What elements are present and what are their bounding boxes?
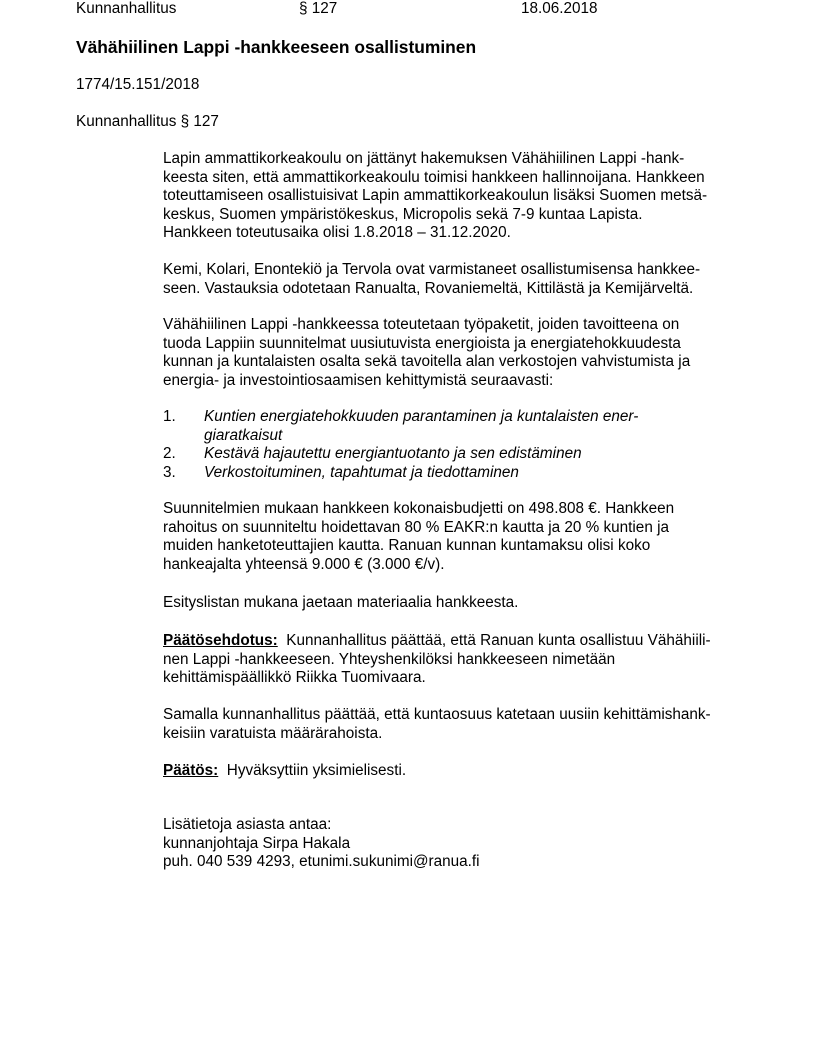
- reference-number: 1774/15.151/2018: [76, 76, 200, 93]
- list-number: 3.: [163, 463, 176, 481]
- work-packages-list: [163, 408, 763, 482]
- text-line: muiden hanketoteuttajien kautta. Ranuan kunnan kuntamaksu olisi koko: [163, 537, 651, 555]
- list-item: [163, 445, 763, 464]
- text-line: nen Lappi -hankkeeseen. Yhteyshenkilöksi hankkeeseen nimetään: [163, 650, 616, 668]
- text-line: Lapin ammattikorkeakoulu on jättänyt hakemuksen Vähähiilinen Lappi -hank-: [163, 150, 685, 167]
- list-number: 1.: [163, 408, 176, 425]
- text-line: Kemi, Kolari, Enontekiö ja Tervola ovat varmistaneet osallistumisensa hankkee-: [163, 261, 701, 278]
- text-line: keskus, Suomen ympäristökeskus, Micropolis sekä 7-9 kuntaa Lapista.: [163, 205, 643, 223]
- text-line: Samalla kunnanhallitus päättää, että kuntaosuus katetaan uusiin kehittämishank-: [163, 706, 711, 723]
- document-title: Vähähiilinen Lappi -hankkeeseen osallistuminen: [76, 37, 477, 57]
- list-item: [163, 464, 763, 483]
- text-line: rahoitus on suunniteltu hoidettavan 80 % EAKR:n kautta ja 20 % kuntien ja: [163, 518, 669, 536]
- text-line: Lisätietoja asiasta antaa:: [163, 816, 332, 833]
- text-line: kehittämispäällikkö Riikka Tuomivaara.: [163, 669, 426, 687]
- text-line: Esityslistan mukana jaetaan materiaalia hankkeesta.: [163, 594, 519, 611]
- text-line: keisiin varatuista määrärahoista.: [163, 724, 383, 742]
- header-section-number: § 127: [299, 0, 338, 17]
- text-line: Verkostoituminen, tapahtumat ja tiedottaminen: [204, 463, 519, 481]
- list-text: [204, 445, 582, 464]
- section-heading: Kunnanhallitus § 127: [76, 113, 219, 130]
- list-item: [163, 408, 763, 445]
- text-line: kunnanjohtaja Sirpa Hakala: [163, 834, 351, 852]
- header-date: 18.06.2018: [521, 0, 598, 17]
- list-number: 2.: [163, 445, 176, 463]
- text-line: energia- ja investointiosaamisen kehittymistä seuraavasti:: [163, 371, 554, 389]
- text-line: giaratkaisut: [204, 426, 283, 444]
- decision: [163, 762, 763, 781]
- text-line: kunnan ja kuntalaisten osalta sekä tavoitella alan verkostojen vahvistumista ja: [163, 353, 691, 371]
- proposal-text: Kunnanhallitus päättää, että Ranuan kunta osallistuu Vähähiili-: [286, 632, 711, 649]
- decision-label: Päätös:: [163, 762, 219, 779]
- text-line: toteuttamiseen osallistuisivat Lapin ammattikorkeakoulun lisäksi Suomen metsä-: [163, 187, 708, 205]
- text-line: [163, 632, 763, 651]
- decision-proposal: [163, 632, 763, 688]
- text-line: [163, 762, 763, 781]
- paragraph-participants: [163, 261, 763, 298]
- text-line: tuoda Lappiin suunnitelmat uusiutuvista energioista ja energiatehokkuudesta: [163, 334, 681, 352]
- text-line: Kestävä hajautettu energiantuotanto ja sen edistäminen: [204, 445, 582, 463]
- text-line: Kuntien energiatehokkuuden parantaminen ja kuntalaisten ener-: [204, 408, 639, 425]
- text-line: hankeajalta yhteensä 9.000 € (3.000 €/v).: [163, 555, 445, 573]
- text-line: Vähähiilinen Lappi -hankkeessa toteutetaan työpaketit, joiden tavoitteena on: [163, 316, 680, 333]
- text-line: puh. 040 539 4293, etunimi.sukunimi@ranua.fi: [163, 853, 480, 871]
- list-text: [204, 408, 638, 445]
- proposal-label: Päätösehdotus:: [163, 632, 278, 649]
- text-line: keesta siten, että ammattikorkeakoulu toimisi hankkeen hallinnoijana. Hankkeen: [163, 168, 705, 186]
- paragraph-work-packages-intro: [163, 316, 763, 390]
- decision-text: Hyväksyttiin yksimielisesti.: [226, 762, 407, 779]
- paragraph-budget: [163, 500, 763, 574]
- contact-info: [163, 816, 763, 872]
- paragraph-materials: [163, 594, 763, 613]
- text-line: Suunnitelmien mukaan hankkeen kokonaisbudjetti on 498.808 €. Hankkeen: [163, 500, 675, 517]
- list-text: [204, 464, 519, 483]
- header-body-name: Kunnanhallitus: [76, 0, 177, 17]
- paragraph-funding-decision: [163, 706, 763, 743]
- text-line: seen. Vastauksia odotetaan Ranualta, Rovaniemeltä, Kittilästä ja Kemijärveltä.: [163, 279, 694, 297]
- paragraph-application: [163, 150, 763, 243]
- text-line: Hankkeen toteutusaika olisi 1.8.2018 – 31.12.2020.: [163, 224, 511, 242]
